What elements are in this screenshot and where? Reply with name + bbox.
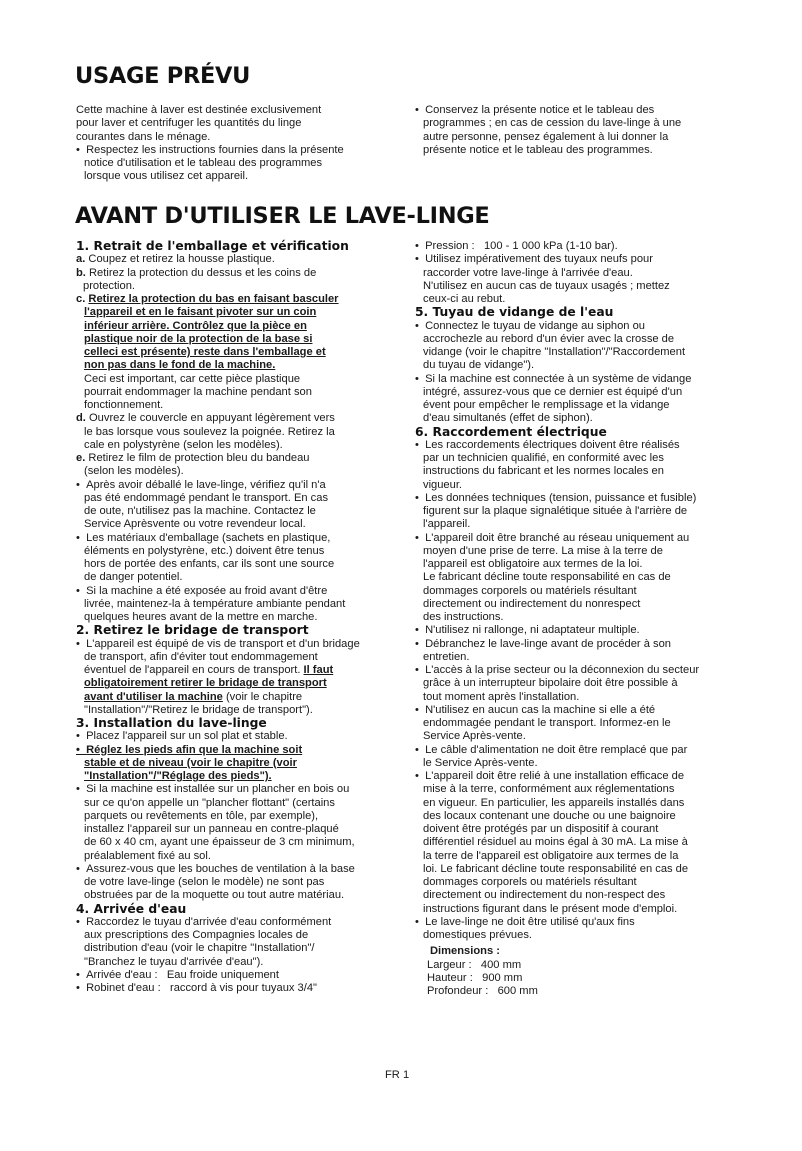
bullet-line: de 60 x 40 cm, ayant une épaisseur de 3 cm minimum,: [84, 836, 355, 849]
bullet-line: pas été endommagé pendant le transport. En cas: [84, 491, 329, 504]
bullet-line: instructions figurant dans le présent mode d'emploi.: [423, 902, 678, 915]
step-c-cont: pourrait endommager la machine pendant son: [84, 385, 312, 398]
bullet-line: du tuyau de vidange").: [423, 359, 535, 372]
bullet-line: domestiques prévues.: [423, 929, 532, 941]
bullet-line: • Si la machine est connectée à un système de vidange: [415, 373, 755, 386]
spec-label: Robinet d'eau :: [86, 982, 161, 994]
bullet-line: des instructions.: [423, 611, 504, 623]
bullet-line: Service Aprèsvente ou votre revendeur local.: [84, 518, 306, 531]
heading-retrait-emballage: 1. Retrait de l'emballage et vérification: [76, 239, 349, 253]
step-c-cont: fonctionnement.: [84, 399, 164, 411]
bullet-line: parquets ou revêtements en tôle, par exemple),: [84, 809, 319, 822]
dimension-row: [415, 959, 755, 972]
bullet-line: livrée, maintenez-la à température ambiante pendant: [84, 597, 346, 610]
step-c-cont: l'appareil et en le faisant pivoter sur un coin: [84, 306, 317, 319]
bullet-line: autre personne, pensez également à lui donner la: [423, 130, 669, 143]
bullet-line: loi. Le fabricant décline toute responsabilité en cas de: [423, 862, 689, 875]
bullet-line: éléments en polystyrène, etc.) doivent être tenus: [84, 544, 325, 557]
dimension-value: 900 mm: [482, 971, 523, 984]
intro-line: pour laver et centrifuger les quantités du linge: [76, 117, 302, 130]
spec-value: 100 - 1 000 kPa (1-10 bar).: [483, 240, 618, 252]
bullet-line: entretien.: [423, 650, 470, 663]
step-d-cont: cale en polystyrène (selon les modèles).: [84, 438, 283, 451]
bullet-line: sur ce qu'on appelle un "plancher flottant" (certains: [84, 796, 335, 809]
bullet-line: • L'appareil doit être branché au réseau uniquement au: [415, 532, 755, 545]
spec-value: Eau froide uniquement: [166, 968, 279, 981]
dimensions-title: Dimensions :: [430, 945, 500, 958]
bullet-line: d'eau simultanés (effet de siphon).: [423, 412, 593, 425]
bullet-line: grâce à un interrupteur bipolaire doit être possible à: [423, 677, 678, 690]
bullet-line: le Service Après-vente.: [423, 756, 538, 769]
bullet-line: préalablement fixé au sol.: [84, 849, 211, 862]
dimension-value: 600 mm: [497, 985, 538, 997]
dimension-row: [415, 985, 755, 998]
bullet-line: • L'appareil doit être relié à une installation efficace de: [415, 770, 755, 783]
step-c-text: Retirez la protection du bas en faisant basculer: [88, 293, 339, 305]
step-c: c. Retirez la protection du bas en faisant basculer: [76, 293, 339, 305]
bullet-line: accrochezle au rebord d'un évier avec la crosse de: [423, 332, 675, 345]
bullet-line: évent pour empêcher le remplissage et la vidange: [423, 399, 670, 411]
bullet-line: • Si la machine est installée sur un plancher en bois ou: [76, 783, 418, 796]
step-e-text: Retirez le film de protection bleu du bandeau: [88, 452, 310, 464]
intro-right-column: [415, 104, 755, 157]
bullet-line: de oute, n'utilisez pas la machine. Contactez le: [84, 505, 316, 517]
bullet-line: • Respectez les instructions fournies dans la présente: [76, 144, 418, 157]
bullet-line: • Les données techniques (tension, puissance et fusible): [415, 492, 755, 505]
bullet-line: vidange (voir le chapitre "Installation"/"Raccordement: [423, 346, 686, 358]
bullet-line: en vigueur. En particulier, les appareils installés dans: [423, 796, 685, 809]
bullet-line: la terre de l'appareil est obligatoire aux termes de la: [423, 849, 679, 862]
spec-line: [76, 982, 418, 995]
step-b-text: Retirez la protection du dessus et les coins de: [89, 266, 317, 279]
page-number: FR 1: [385, 1069, 410, 1081]
step-c-cont: celleci est présente) reste dans l'emballage et: [84, 346, 326, 358]
step-a: a. Coupez et retirez la housse plastique.: [76, 253, 275, 266]
bullet-line: de danger potentiel.: [84, 571, 183, 584]
bullet-line: [76, 691, 418, 704]
bullet-line: • N'utilisez ni rallonge, ni adaptateur multiple.: [415, 624, 755, 637]
bullet-line: l'appareil.: [423, 518, 471, 531]
step-d-cont: le bas lorsque vous soulevez la poignée. Retirez la: [84, 425, 335, 438]
spec-line: [76, 969, 418, 982]
bullet-line: "Installation"/"Réglage des pieds").: [84, 770, 272, 782]
bullet-line: raccorder votre lave-linge à l'arrivée d'eau.: [423, 266, 633, 279]
bullet-line: Le fabricant décline toute responsabilité en cas de: [423, 571, 671, 584]
bullet-line: "Branchez le tuyau d'arrivée d'eau").: [84, 955, 264, 968]
bullet-line: vigueur.: [423, 478, 463, 491]
step-e: e. Retirez le film de protection bleu du bandeau: [76, 452, 310, 464]
bullet-line: différentiel résiduel au moins égal à 30 mA. La mise à: [423, 836, 688, 849]
bullet-line: installez l'appareil sur un panneau en contre-plaqué: [84, 823, 339, 835]
bullet-line: • Assurez-vous que les bouches de ventilation à la base: [76, 863, 418, 876]
bullet-line: stable et de niveau (voir le chapitre (voir: [84, 756, 297, 769]
bullet-line: mise à la terre, conformément aux réglementations: [423, 783, 675, 796]
bullet-line: • Les raccordements électriques doivent être réalisés: [415, 439, 755, 452]
step-b-cont: protection.: [83, 279, 136, 292]
intro-line: Cette machine à laver est destinée exclusivement: [76, 104, 322, 116]
bullet-line: notice d'utilisation et le tableau des programmes: [84, 157, 323, 169]
bullet-line: dommages corporels ou matériels résultant: [423, 876, 637, 888]
dimension-label: Hauteur :: [427, 971, 473, 984]
spec-label: Pression :: [425, 240, 475, 252]
text-span: avant d'utiliser la machine: [84, 690, 223, 703]
bullet-line: l'appareil est obligatoire aux termes de la loi.: [423, 558, 643, 570]
bullet-line: Service Après-vente.: [423, 730, 526, 743]
bullet-line: lorsque vous utilisez cet appareil.: [84, 170, 249, 183]
bullet-line: • N'utilisez en aucun cas la machine si elle a été: [415, 704, 755, 717]
bullet-line: • Après avoir déballé le lave-linge, vérifiez qu'il n'a: [76, 479, 418, 492]
bullet-line: ceux-ci au rebut.: [423, 293, 506, 305]
bullet-line: • Si la machine a été exposée au froid avant d'être: [76, 585, 418, 598]
dimension-value: 400 mm: [480, 958, 522, 971]
title-avant-utiliser: AVANT D'UTILISER LE LAVE-LINGE: [75, 203, 490, 229]
title-usage-prevu: USAGE PRÉVU: [75, 63, 251, 89]
left-column: [76, 240, 418, 995]
dimension-row: [415, 972, 755, 985]
bullet-line: • L'accès à la prise secteur ou la déconnexion du secteur: [415, 664, 755, 677]
bullet-line: quelques heures avant de la mettre en marche.: [84, 611, 318, 623]
heading-vidange: 5. Tuyau de vidange de l'eau: [415, 305, 614, 320]
spec-line: [415, 240, 755, 253]
bullet-line: présente notice et le tableau des programmes.: [423, 143, 653, 156]
bullet-line: [76, 664, 418, 677]
bullet-line: • Débranchez le lave-linge avant de procéder à son: [415, 638, 755, 651]
bullet-line: doivent être protégés par un dispositif à courant: [423, 823, 659, 835]
step-c-cont: Ceci est important, car cette pièce plastique: [84, 372, 301, 385]
bullet-line: tout moment après l'installation.: [423, 690, 580, 703]
dimension-label: Profondeur :: [427, 985, 489, 997]
bullet-line: hors de portée des enfants, car ils sont une source: [84, 558, 335, 570]
bullet-line: de transport, afin d'éviter tout endommagement: [84, 650, 318, 663]
dimension-label: Largeur :: [427, 958, 472, 971]
bullet-line: des locaux contenant une douche ou une baignoire: [423, 809, 676, 822]
heading-raccordement-electrique: 6. Raccordement électrique: [415, 424, 607, 439]
bullet-line: aux prescriptions des Compagnies locales de: [84, 929, 309, 941]
bullet-line: figurent sur la plaque signalétique située à l'arrière de: [423, 505, 688, 517]
bullet-line: • Utilisez impérativement des tuyaux neufs pour: [415, 253, 755, 266]
text-span: Il faut: [303, 664, 334, 676]
right-column: [415, 240, 755, 998]
bullet-line: • L'appareil est équipé de vis de transport et d'un bridage: [76, 638, 418, 651]
bullet-line: dommages corporels ou matériels résultant: [423, 584, 637, 597]
text-span: éventuel de l'appareil en cours de transport.: [84, 664, 304, 676]
bullet-line: de votre lave-linge (selon le modèle) ne sont pas: [84, 876, 325, 888]
bullet-line: intégré, assurez-vous que ce dernier est équipé d'un: [423, 385, 683, 398]
bullet-line: moyen d'une prise de terre. La mise à la terre de: [423, 544, 663, 557]
bullet-line: instructions du fabricant et les normes locales en: [423, 465, 664, 478]
bullet-line: obstruées par de la moquette ou tout autre matériau.: [84, 889, 345, 902]
step-d: d. Ouvrez le couvercle en appuyant légèrement vers: [76, 412, 335, 425]
bullet-line: par un technicien qualifié, en conformité avec les: [423, 452, 664, 464]
intro-line: courantes dans le ménage.: [76, 130, 211, 143]
step-e-cont: (selon les modèles).: [84, 465, 184, 478]
step-a-text: Coupez et retirez la housse plastique.: [88, 253, 275, 266]
spec-value: raccord à vis pour tuyaux 3/4": [170, 982, 317, 994]
bullet-line: N'utilisez en aucun cas de tuyaux usagés ; mettez: [423, 279, 670, 292]
bullet-line: • Raccordez le tuyau d'arrivée d'eau conformément: [76, 916, 418, 929]
bullet-line: endommagée pendant le transport. Informez-en le: [423, 717, 671, 729]
heading-installation: 3. Installation du lave-linge: [76, 716, 267, 730]
bullet-line: directement ou indirectement du nonrespect: [423, 597, 641, 610]
bullet-line: • Connectez le tuyau de vidange au siphon ou: [415, 320, 755, 333]
step-b: b. Retirez la protection du dessus et les coins de: [76, 266, 317, 279]
bullet-line: directement ou indirectement du non-respect des: [423, 889, 666, 902]
bullet-line: • Réglez les pieds afin que la machine soit: [76, 744, 418, 757]
heading-bridage-transport: 2. Retirez le bridage de transport: [76, 623, 309, 638]
bullet-line: • Le lave-linge ne doit être utilisé qu'aux fins: [415, 916, 755, 929]
bullet-line: obligatoirement retirer le bridage de transport: [84, 677, 327, 690]
step-d-text: Ouvrez le couvercle en appuyant légèrement vers: [89, 412, 335, 425]
heading-arrivee-eau: 4. Arrivée d'eau: [76, 901, 187, 916]
bullet-line: programmes ; en cas de cession du lave-linge à une: [423, 117, 682, 130]
text-span: (voir le chapitre: [222, 690, 303, 703]
bullet-line: • Placez l'appareil sur un sol plat et stable.: [76, 730, 418, 743]
step-c-cont: inférieur arrière. Contrôlez que la pièce en: [84, 319, 307, 332]
bullet-line: • Conservez la présente notice et le tableau des: [415, 104, 755, 117]
spec-label: Arrivée d'eau :: [86, 968, 158, 981]
step-c-cont: non pas dans le fond de la machine.: [84, 359, 276, 372]
bullet-line: • Les matériaux d'emballage (sachets en plastique,: [76, 532, 418, 545]
step-c-cont: plastique noir de la protection de la base si: [84, 332, 313, 345]
bullet-line: distribution d'eau (voir le chapitre "Installation"/: [84, 942, 315, 955]
bullet-line: • Le câble d'alimentation ne doit être remplacé que par: [415, 744, 755, 757]
intro-left-column: [76, 104, 418, 184]
bullet-line: "Installation"/"Retirez le bridage de transport").: [84, 703, 313, 716]
